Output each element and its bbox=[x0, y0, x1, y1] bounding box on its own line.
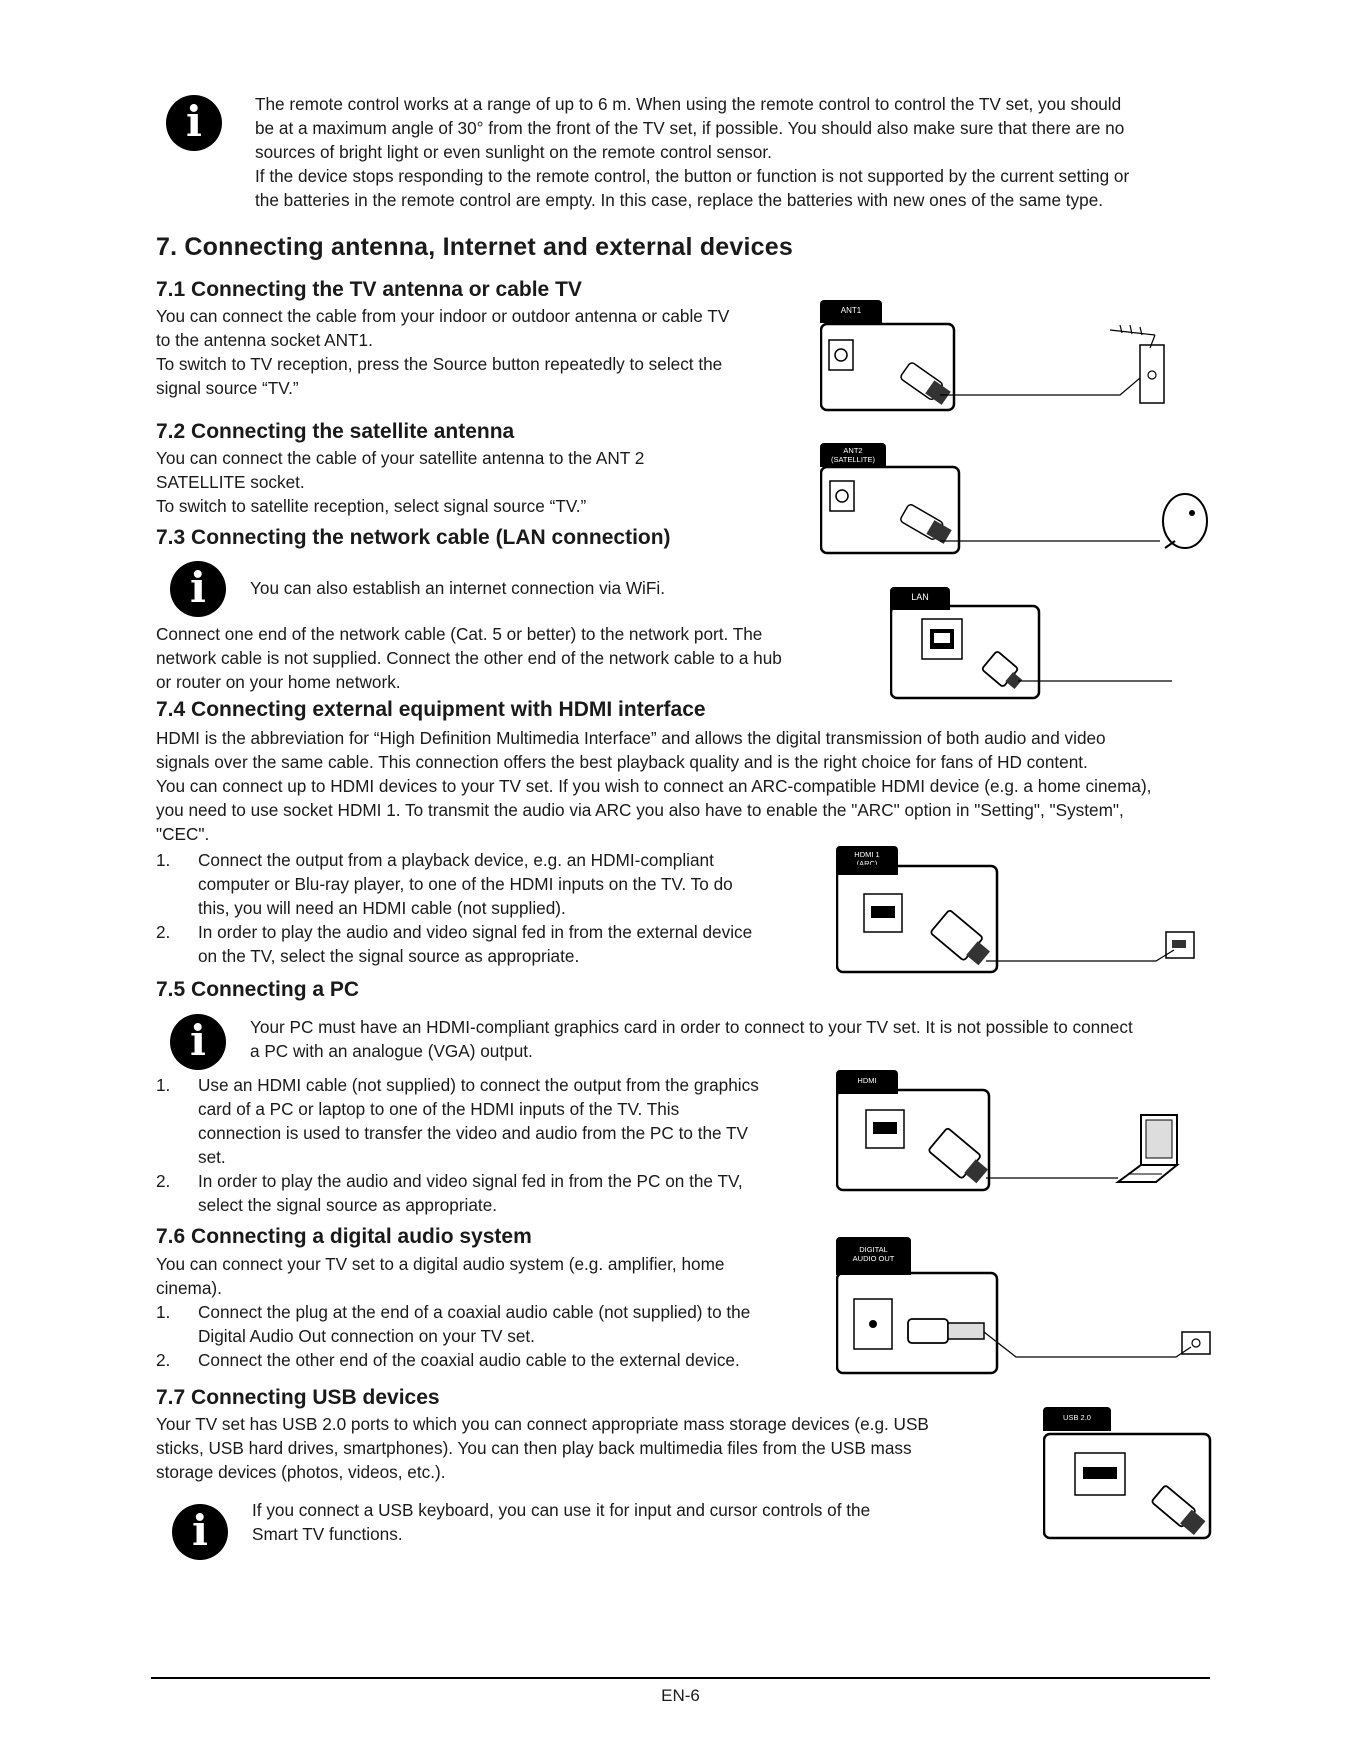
section-text-7-3 bbox=[156, 622, 829, 694]
text-line: or router on your home network. bbox=[156, 672, 401, 692]
list-number: 1. bbox=[156, 850, 171, 870]
section-title-7-4: 7.4 Connecting external equipment with HDMI interface bbox=[156, 698, 706, 721]
hdmi-arc-connection-diagram bbox=[836, 846, 1206, 976]
list-number: 2. bbox=[156, 922, 171, 942]
remote-note bbox=[255, 92, 1215, 212]
satellite-connection-diagram bbox=[820, 443, 1210, 558]
remote-note-line: The remote control works at a range of up to 6 m. When using the remote control to control the TV set, you should bbox=[255, 94, 1122, 114]
list-number: 2. bbox=[156, 1350, 171, 1370]
text-line: Use an HDMI cable (not supplied) to connect the output from the graphics bbox=[198, 1075, 759, 1095]
usb-note bbox=[252, 1498, 952, 1546]
text-line: cinema). bbox=[156, 1278, 222, 1298]
list-item bbox=[156, 1073, 801, 1169]
lan-connection-diagram bbox=[890, 587, 1175, 702]
list-item bbox=[156, 1300, 801, 1348]
text-line: on the TV, select the signal source as appropriate. bbox=[198, 946, 580, 966]
text-line: Connect the plug at the end of a coaxial audio cable (not supplied) to the bbox=[198, 1302, 751, 1322]
text-line: You can connect the cable of your satellite antenna to the ANT 2 bbox=[156, 448, 645, 468]
hdmi-label: HDMI bbox=[836, 1070, 898, 1094]
text-line: In order to play the audio and video signal fed in from the PC on the TV, bbox=[198, 1171, 743, 1191]
text-line: signals over the same cable. This connection offers the best playback quality and is the right choice for fans of HD content. bbox=[156, 752, 1088, 772]
remote-note-line: the batteries in the remote control are empty. In this case, replace the batteries with new ones of the same type. bbox=[255, 190, 1104, 210]
usb-label: USB 2.0 bbox=[1043, 1407, 1111, 1431]
digital-audio-label-line: AUDIO OUT bbox=[852, 1254, 895, 1263]
section-title-7-1: 7.1 Connecting the TV antenna or cable TV bbox=[156, 278, 582, 301]
pc-connection-diagram bbox=[836, 1070, 1181, 1195]
info-icon: i bbox=[166, 95, 222, 151]
section-title-7-5: 7.5 Connecting a PC bbox=[156, 978, 360, 1001]
section-title-7-3: 7.3 Connecting the network cable (LAN connection) bbox=[156, 526, 671, 549]
section-title-7-7: 7.7 Connecting USB devices bbox=[156, 1386, 440, 1409]
text-line: computer or Blu-ray player, to one of the HDMI inputs on the TV. To do bbox=[198, 874, 733, 894]
pc-note bbox=[250, 1015, 1210, 1063]
lan-label: LAN bbox=[890, 587, 950, 610]
text-line: To switch to TV reception, press the Source button repeatedly to select the bbox=[156, 354, 723, 374]
text-line: In order to play the audio and video signal fed in from the external device bbox=[198, 922, 753, 942]
text-line: HDMI is the abbreviation for “High Definition Multimedia Interface” and allows the digital transmission of both audio and video bbox=[156, 728, 1106, 748]
info-icon: i bbox=[170, 561, 226, 617]
text-line: Your TV set has USB 2.0 ports to which you can connect appropriate mass storage devices (e.g. USB bbox=[156, 1414, 929, 1434]
text-line: card of a PC or laptop to one of the HDMI inputs of the TV. This bbox=[198, 1099, 680, 1119]
text-line: Connect the other end of the coaxial audio cable to the external device. bbox=[198, 1350, 740, 1370]
hdmi1-label-line: HDMI 1 bbox=[854, 850, 880, 859]
section-title-7-2: 7.2 Connecting the satellite antenna bbox=[156, 420, 515, 443]
text-line: Digital Audio Out connection on your TV set. bbox=[198, 1326, 535, 1346]
list-number: 1. bbox=[156, 1302, 171, 1322]
section-text-7-7 bbox=[156, 1412, 1006, 1484]
list-item bbox=[156, 920, 801, 968]
text-line: to the antenna socket ANT1. bbox=[156, 330, 373, 350]
text-line: storage devices (photos, videos, etc.). bbox=[156, 1462, 446, 1482]
page-number: EN-6 bbox=[661, 1686, 700, 1705]
text-line: If you connect a USB keyboard, you can use it for input and cursor controls of the bbox=[252, 1500, 871, 1520]
list-item bbox=[156, 848, 801, 920]
text-line: sticks, USB hard drives, smartphones). You can then play back multimedia files from the USB mass bbox=[156, 1438, 912, 1458]
usb-illustration bbox=[1043, 1407, 1213, 1542]
section-text-7-4 bbox=[156, 726, 1205, 846]
text-line: You can connect your TV set to a digital audio system (e.g. amplifier, home bbox=[156, 1254, 725, 1274]
section-text-7-6 bbox=[156, 1252, 801, 1300]
text-line: You can connect the cable from your indoor or outdoor antenna or cable TV bbox=[156, 306, 730, 326]
text-line: You can connect up to HDMI devices to your TV set. If you wish to connect an ARC-compatible HDMI device (e.g. a home cinema), bbox=[156, 776, 1152, 796]
text-line: connection is used to transfer the video and audio from the PC to the TV bbox=[198, 1123, 749, 1143]
text-line: select the signal source as appropriate. bbox=[198, 1195, 498, 1215]
text-line: set. bbox=[198, 1147, 226, 1167]
list-number: 2. bbox=[156, 1171, 171, 1191]
text-line: Connect one end of the network cable (Cat. 5 or better) to the network port. The bbox=[156, 624, 763, 644]
remote-note-line: sources of bright light or even sunlight on the remote control sensor. bbox=[255, 142, 772, 162]
text-line: network cable is not supplied. Connect the other end of the network cable to a hub bbox=[156, 648, 782, 668]
digital-audio-illustration bbox=[836, 1237, 1216, 1377]
section-text-7-2 bbox=[156, 446, 776, 518]
lan-note: You can also establish an internet connection via WiFi. bbox=[250, 578, 665, 598]
remote-note-line: be at a maximum angle of 30° from the front of the TV set, if possible. You should also make sure that there are no bbox=[255, 118, 1125, 138]
ant2-label-line: (SATELLITE) bbox=[830, 455, 876, 464]
hdmi-arc-illustration bbox=[836, 846, 1206, 976]
list-item bbox=[156, 1348, 801, 1372]
text-line: Connect the output from a playback device, e.g. an HDMI-compliant bbox=[198, 850, 714, 870]
digital-audio-label-line: DIGITAL bbox=[859, 1245, 888, 1254]
section-text-7-1 bbox=[156, 304, 776, 400]
text-line: this, you will need an HDMI cable (not supplied). bbox=[198, 898, 566, 918]
text-line: you need to use socket HDMI 1. To transmit the audio via ARC you also have to enable the "ARC" option in "Setting", "System", bbox=[156, 800, 1124, 820]
antenna-illustration bbox=[820, 300, 1190, 415]
info-icon: i bbox=[170, 1014, 226, 1070]
usb-connection-diagram bbox=[1043, 1407, 1213, 1542]
remote-note-line: If the device stops responding to the remote control, the button or function is not supported by the current setting or bbox=[255, 166, 1130, 186]
section-title-7-6: 7.6 Connecting a digital audio system bbox=[156, 1225, 532, 1248]
ant1-label: ANT1 bbox=[820, 300, 882, 323]
antenna-connection-diagram bbox=[820, 300, 1190, 415]
text-line: "CEC". bbox=[156, 824, 210, 844]
info-icon: i bbox=[172, 1504, 228, 1560]
text-line: signal source “TV.” bbox=[156, 378, 299, 398]
chapter-title: 7. Connecting antenna, Internet and external devices bbox=[156, 233, 793, 261]
list-number: 1. bbox=[156, 1075, 171, 1095]
satellite-illustration bbox=[820, 443, 1210, 558]
hdmi1-label-line: (ARC) bbox=[856, 859, 878, 868]
list-item bbox=[156, 1169, 801, 1217]
text-line: Smart TV functions. bbox=[252, 1524, 403, 1544]
footer-rule bbox=[151, 1677, 1210, 1679]
pc-illustration bbox=[836, 1070, 1181, 1195]
lan-illustration bbox=[890, 587, 1175, 702]
text-line: To switch to satellite reception, select signal source “TV.” bbox=[156, 496, 587, 516]
ant2-label-line: ANT2 bbox=[843, 446, 863, 455]
text-line: SATELLITE socket. bbox=[156, 472, 305, 492]
digital-audio-connection-diagram bbox=[836, 1237, 1216, 1377]
text-line: Your PC must have an HDMI-compliant graphics card in order to connect to your TV set. It is not possible to connect bbox=[250, 1017, 1133, 1037]
text-line: a PC with an analogue (VGA) output. bbox=[250, 1041, 533, 1061]
